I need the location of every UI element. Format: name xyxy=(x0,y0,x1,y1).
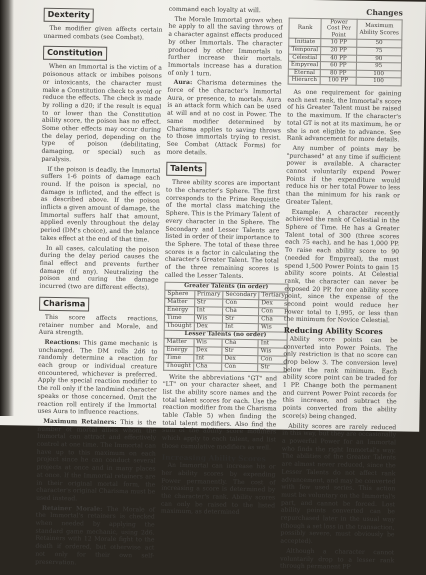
reducing-paragraph-2: Ability scores are rarely reduced in this way, but they are occasionally a powerful Power for an Immortal who finds the right Immortal's way. The abilities of the Greater Talents are almost never reduced, since the Lesser Talents do not affect rank advancement, and may be converted with few used series. This action must be voluntary on the Immortal's part, and cannot be forced. Lost ability points converted can be repurchased later in the usual way (though a set loss in the transaction, possibly severe, must obviously be accepted). xyxy=(280,422,397,546)
table-cell: Cha xyxy=(193,362,222,370)
table-cell: 95 xyxy=(356,62,402,70)
greater-talents-title: Greater Talents (in order) xyxy=(165,282,288,292)
retainer-morale-paragraph xyxy=(35,504,155,567)
max-retainers-paragraph xyxy=(36,418,156,505)
table-cell: Celestial xyxy=(288,54,320,62)
talents-table xyxy=(163,281,288,372)
section-heading-charisma: Charisma xyxy=(39,297,89,312)
header-cell: Power Cost Per Point xyxy=(321,18,357,39)
reactions-text: This game mechanic is unchanged. The DM rolls 2d6 to randomly determine a reaction for each group or individual creature encountered, whichever is preferred. Apply the special reaction modifier to the roll only if the landmind character speaks or those concerned. Omit the reaction roll entirely if the Immortal uses Aura to influence reactions. xyxy=(37,339,158,417)
header-cell: Maximum Ability Scores xyxy=(356,19,402,40)
max-retainers-runin: Maximum Retainers: xyxy=(43,417,117,426)
continued-text: command each loyalty at will. xyxy=(168,5,261,15)
table-cell: Int xyxy=(222,323,258,332)
table-cell: Cha xyxy=(222,339,258,348)
table-cell: Cha xyxy=(223,307,259,316)
table-cell: Energy xyxy=(165,306,195,314)
increasing-paragraph-1: An Immortal can increase his or her ability scores by expending Power permanently. The cost of increasing a score is determined by the character's rank. Ability scores can only be raised to the listed maximum, as determined xyxy=(160,462,276,517)
table-cell: Cha xyxy=(259,315,287,323)
column-right xyxy=(280,8,403,575)
table-cell: Con xyxy=(259,307,287,315)
table-cell: Temporal xyxy=(289,46,321,54)
table-cell: 90 xyxy=(356,55,402,63)
morale-immortal-paragraph: The Morale Immortal grows when he apply to all the saving throws of a character against effects produced by other Immortals. The character produced by other Immortals to further increase their mortals. Immortals increase has a duration of only 1 turn. xyxy=(167,15,283,78)
table-cell: Str xyxy=(194,298,223,306)
table-cell: Hierarch xyxy=(288,77,320,85)
table-row xyxy=(164,362,287,372)
binding-shadow xyxy=(0,0,14,416)
changes-header-row xyxy=(289,18,402,41)
lesser-talents-title: Lesser Talents (no order) xyxy=(164,330,287,340)
table-cell: Matter xyxy=(164,338,194,346)
table-cell: 10 PP xyxy=(321,39,356,47)
retainer-morale-text: The Morale of the Immortal's retainers is checked when needed by applying the standard game mechanic, using 2d6. Retainers with 12 Morale fight to the death if ordered, but otherwise act not only for their own self-preservation. xyxy=(35,505,156,566)
column-left xyxy=(35,4,163,570)
table-cell: Matter xyxy=(165,298,195,306)
table-cell: Empyreal xyxy=(288,61,320,69)
reactions-paragraph xyxy=(37,339,157,418)
section-heading-constitution: Constitution xyxy=(43,46,107,61)
table-cell: Initiate xyxy=(289,39,321,47)
table-cell: Wis xyxy=(258,347,286,355)
header-cell: Primary xyxy=(194,290,223,298)
dexterity-text: The modifier given affects certain unarmed combats (see Combat). xyxy=(43,24,163,42)
table-cell: Time xyxy=(164,354,194,362)
section-heading-talents: Talents xyxy=(166,162,206,177)
talents-paragraph-2: Write the abbreviations "GT" and "LT" on your character sheet, and list the ability score names and the total talent scores for each. Use the reaction modifier from the Charisma table (Table 5) when finding the total talent modifiers. Also find the sum of the ability score modifiers which apply to each talent, and list those cumulative modifiers as well. xyxy=(161,373,278,452)
table-cell: 80 PP xyxy=(321,69,356,77)
section-heading-reducing: Reducing Ability Scores xyxy=(283,325,383,337)
constitution-paragraph-3: In all cases, calculating the poison during the delay period causes the final effect and prevents further damage (if any). Neutralizing the poison and curing the damage incurred (two are different effects). xyxy=(39,244,160,292)
table-cell: 100 xyxy=(356,70,402,78)
retainer-morale-runin: Retainer Morale: xyxy=(41,504,103,513)
table-cell: 50 xyxy=(356,40,402,48)
section-heading-increasing: Increasing Ability Scores xyxy=(161,452,266,463)
reducing-paragraph-3: Although a character cannot voluntarily drop to a lesser rank through permanent PP xyxy=(280,547,395,571)
table-cell: 100 xyxy=(356,78,402,86)
table-cell: Thought xyxy=(164,362,194,370)
charisma-intro: This score affects reactions, retainer number and Morale, and Aura strength. xyxy=(38,313,158,337)
header-cell: Secondary xyxy=(223,291,259,300)
table-cell: Dex xyxy=(259,299,287,307)
reducing-paragraph-1: Ability score points can be converted into Power Points. The only restriction is that no score can drop below 3. The conversion level below the rank minimum. Each ability score point can be traded for 1 PP. Change both the permanent and current Power Point records for this increase, and subtract the points converted from the ability score(s) being changed. xyxy=(282,335,398,421)
table-cell: Dex xyxy=(193,346,222,354)
changes-paragraph-2: Any number of points may be "purchased" at any time if sufficient power is available. A character cannot voluntarily expend Power Points if the expenditure would reduce his or her total Power to less than the minimum for his rank or Greater Talent. xyxy=(285,144,401,207)
changes-paragraph-1: As one requirement for gaining each next rank, the Immortal's score of his Greater Talent must be raised to the maximum. If the character's total GT is not at its maximum, he or she is not eligible to advance. See Rank advancement for more details. xyxy=(286,88,402,144)
table-cell: Dex xyxy=(222,355,258,364)
table-cell: 20 PP xyxy=(321,47,356,55)
aura-paragraph xyxy=(166,79,281,158)
table-cell: Time xyxy=(164,314,194,322)
table-cell: Int xyxy=(194,306,223,314)
table-cell: Eternal xyxy=(288,69,320,77)
table-cell: Int xyxy=(193,354,222,362)
aura-text: Charisma determines the force of the character's Immortal Aura, or presence, to mortals. Aura is an attack form which can be used at will and at no cost in Power. The same modifier determined by Charisma applies to saving throws to those immortals trying to resist. See Combat (Attack Forms) for more details. xyxy=(166,79,282,157)
constitution-paragraph-1: When an Immortal is the victim of a poisonous attack or imbibes poisons or intoxicants, the character must make a Constitution check to avoid or reduce the effects. The check is made by rolling a d20; if the result is equal to or lower than the Constitution ability score, the poison has no effect. Some other effects may occur during the delay period, depending on the type of poison (debilitating, damaging, or special) such as paralysis. xyxy=(41,63,162,164)
table-cell: Str xyxy=(223,315,259,324)
section-heading-dexterity: Dexterity xyxy=(44,8,94,23)
column-middle xyxy=(161,6,283,520)
table-cell: Con xyxy=(258,355,286,363)
table-cell: Wis xyxy=(258,323,286,331)
aura-runin: Aura: xyxy=(173,79,193,87)
table-cell: Con xyxy=(222,363,258,372)
header-cell: Tertiary xyxy=(259,291,287,299)
table-cell: Thought xyxy=(164,322,194,330)
table-cell: 75 xyxy=(356,47,402,55)
table-cell: Dex xyxy=(194,322,223,330)
table-cell: 100 PP xyxy=(320,77,355,85)
table-cell: Int xyxy=(258,339,286,347)
header-cell: Sphere xyxy=(165,290,195,298)
changes-table xyxy=(288,17,403,86)
table-cell: 60 PP xyxy=(321,62,356,70)
constitution-paragraph-2: If the poison is deadly, the Immortal suffers 1-6 points of damage each round. If the poison is special, no damage is inflicted, and the effect is as described above. If the poison inflicts a given amount of damage, the Immortal suffers half that amount, applied evenly throughout the delay period (DM's choice), and the balance takes effect at the end of that time. xyxy=(40,165,161,244)
changes-example: Example: A character recently achieved the rank of Celestial in the Sphere of Time. He has a Greater Talent total of 300 (three scores each 75 each), and he has 1,000 PP. To raise each ability score to 90 (needed for Empyreal), the must spend 1,500 Power Points to gain 15 ability score points. At Celestial rank, the character can never be exposed 20 PP, for one ability score point, since the expense of the second point would reduce her Power total to 1,995, or less than the minimum for Novice Celestial. xyxy=(283,208,400,325)
table-row xyxy=(288,77,401,86)
table-cell: Wis xyxy=(194,338,223,346)
changes-title: Changes xyxy=(366,7,403,18)
table-cell: Str xyxy=(222,347,258,356)
table-cell: Energy xyxy=(164,346,194,354)
table-cell: Con xyxy=(223,299,259,308)
talents-paragraph-1: Three ability scores are important to the character's Sphere. The first corresponds to the Prime Requisite of the mortal class matching the Sphere. This is the Primary Talent of every character in the Sphere. The Secondary and Lesser Talents are listed in order of their importance to the Sphere. The total of these three scores is a factor in calculating the character's Greater Talent. The total of the three remaining scores is called the Lesser Talents. xyxy=(164,179,281,280)
table-cell: Str xyxy=(258,363,286,371)
table-cell: Wis xyxy=(194,314,223,322)
header-cell: Rank xyxy=(289,18,322,39)
max-retainers-text: This is the number of mortal allies whom the Immortal can attract and effectively control at one time. The Immortal can have up to this maximum on each project since he can conduct several projects at once and in many places at once. If the Immortal retainers are in their original mortal form, the character's original Charisma must be used instead. xyxy=(36,418,157,503)
reactions-runin: Reactions: xyxy=(44,338,81,347)
table-cell: 40 PP xyxy=(321,54,356,62)
